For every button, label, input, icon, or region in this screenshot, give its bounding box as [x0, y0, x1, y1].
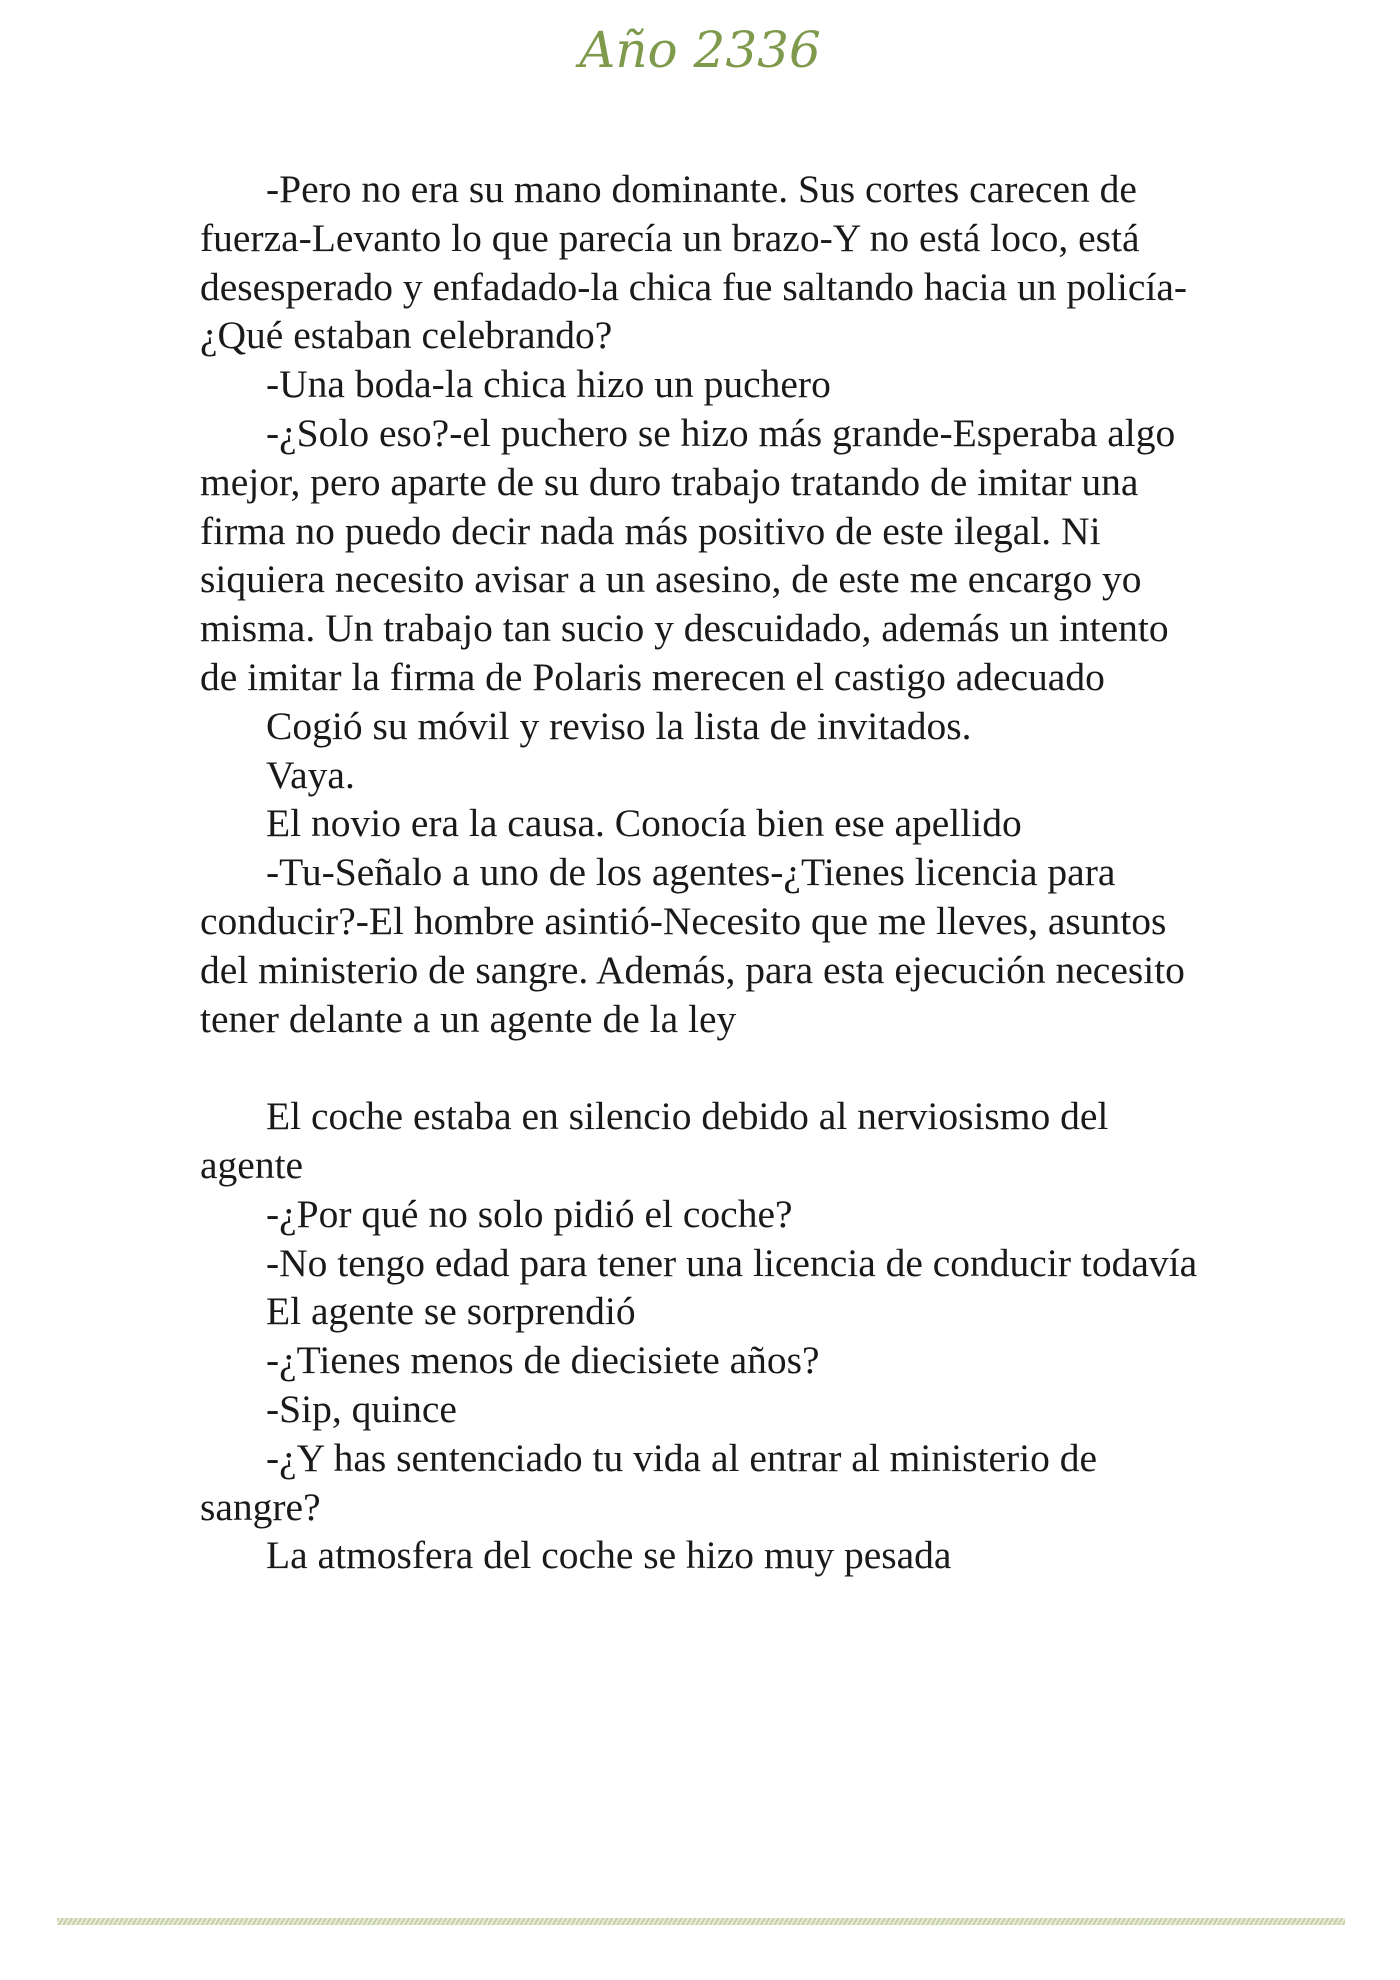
paragraph: El agente se sorprendió: [266, 1289, 636, 1334]
paragraph: -Sip, quince: [266, 1386, 457, 1431]
section-break: [200, 1043, 1210, 1092]
paragraph: -Tu-Señalo a uno de los agentes-¿Tienes licencia para conducir?-El hombre asintió-Necesito que me lleves, asuntos del ministerio de sangre. Además, para esta ejecución necesito tener delante a un agente de la ley: [200, 850, 1185, 1041]
paragraph: Vaya.: [266, 752, 355, 797]
paragraph: Cogió su móvil y reviso la lista de invitados.: [266, 703, 972, 748]
paragraph: -¿Solo eso?-el puchero se hizo más grande-Esperaba algo mejor, pero aparte de su duro trabajo tratando de imitar una firma no puedo decir nada más positivo de este ilegal. Ni siquiera necesito avisar a un asesino, de este me encargo yo misma. Un trabajo tan sucio y descuidado, además un intento de imitar la firma de Polaris merecen el castigo adecuado: [200, 410, 1176, 699]
paragraph: -Una boda-la chica hizo un puchero: [266, 362, 831, 407]
paragraph: -¿Tienes menos de diecisiete años?: [266, 1338, 820, 1383]
body-text: [200, 165, 1210, 1580]
paragraph: La atmosfera del coche se hizo muy pesada: [266, 1533, 952, 1578]
page-title: Año 2336: [579, 21, 821, 79]
paragraph: El coche estaba en silencio debido al nerviosismo del agente: [200, 1094, 1109, 1187]
paragraph: El novio era la causa. Conocía bien ese apellido: [266, 801, 1022, 846]
footer-divider: [57, 1918, 1345, 1925]
paragraph: -No tengo edad para tener una licencia de conducir todavía: [266, 1240, 1198, 1285]
paragraph: -¿Y has sentenciado tu vida al entrar al ministerio de sangre?: [200, 1435, 1098, 1529]
paragraph: -Pero no era su mano dominante. Sus cortes carecen de fuerza-Levanto lo que parecía un brazo-Y no está loco, está desesperado y enfadado-la chica fue saltando hacia un policía-¿Qué estaban celebrando?: [200, 167, 1188, 358]
paragraph: -¿Por qué no solo pidió el coche?: [266, 1191, 793, 1236]
